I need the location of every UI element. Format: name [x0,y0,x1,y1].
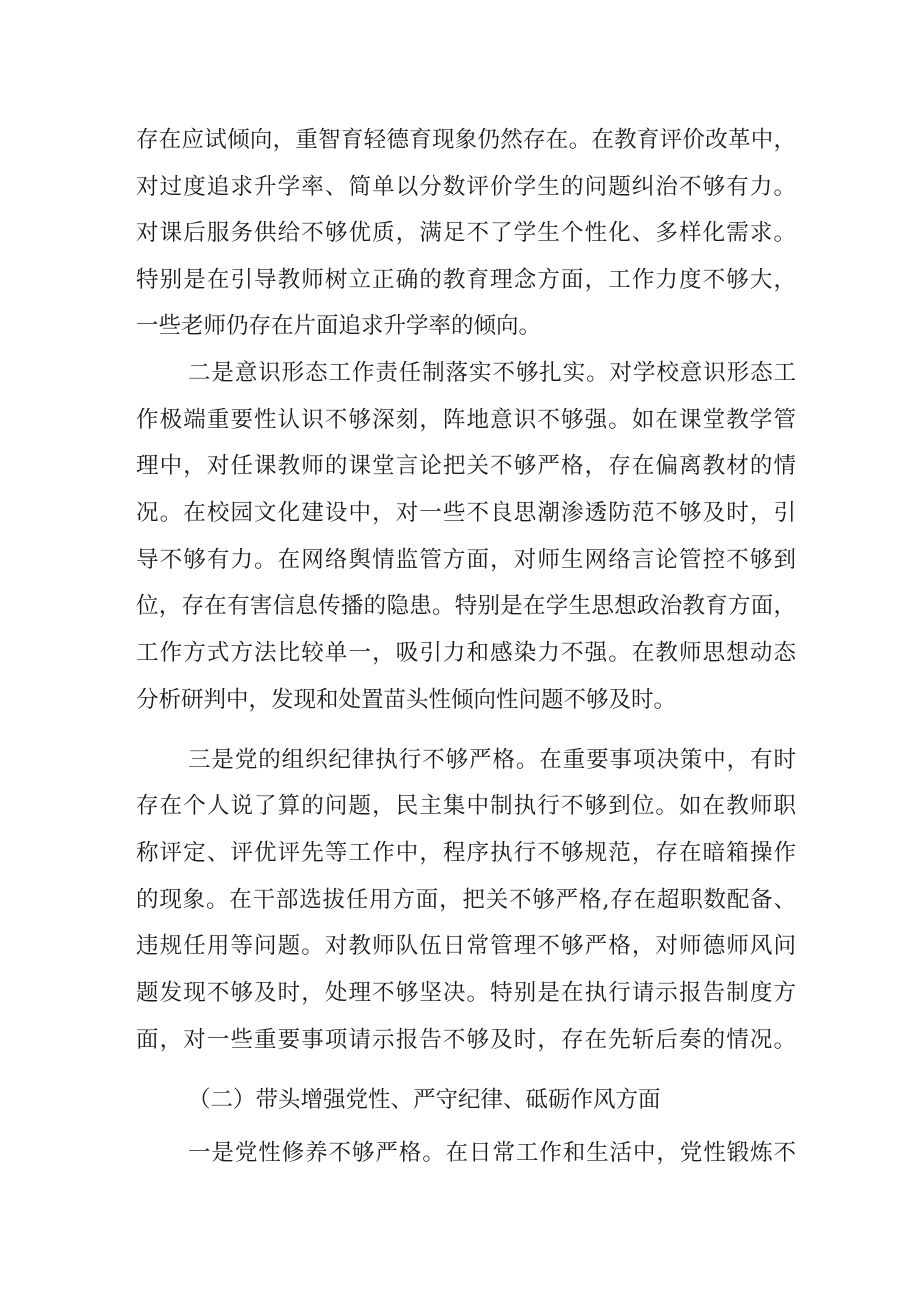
text-line: 题发现不够及时，处理不够坚决。特别是在执行请示报告制度方 [136,980,796,1006]
section-heading: （二）带头增强党性、严守纪律、砥砺作风方面 [188,1087,661,1113]
text-line: 特别是在引导教师树立正确的教育理念方面，工作力度不够大， [136,267,796,293]
paragraph-first-line: 一是党性修养不够严格。在日常工作和生活中，党性锻炼不 [188,1140,796,1166]
text-line: 存在个人说了算的问题，民主集中制执行不够到位。如在教师职 [136,793,796,819]
text-line: 况。在校园文化建设中，对一些不良思潮渗透防范不够及时，引 [136,500,796,526]
text-line: 分析研判中，发现和处置苗头性倾向性问题不够及时。 [136,687,677,713]
text-line: 作极端重要性认识不够深刻，阵地意识不够强。如在课堂教学管 [136,407,796,433]
text-line: 存在应试倾向，重智育轻德育现象仍然存在。在教育评价改革中， [136,127,796,153]
text-line: 对过度追求升学率、简单以分数评价学生的问题纠治不够有力。 [136,174,796,200]
text-line: 一些老师仍存在片面追求升学率的倾向。 [136,313,542,339]
text-line: 理中，对任课教师的课堂言论把关不够严格，存在偏离教材的情 [136,453,796,479]
text-line: 称评定、评优评先等工作中，程序执行不够规范，存在暗箱操作 [136,840,796,866]
text-line: 的现象。在干部选拔任用方面，把关不够严格,存在超职数配备、 [136,887,796,913]
text-line: 位，存在有害信息传播的隐患。特别是在学生思想政治教育方面， [136,593,796,619]
paragraph-first-line: 二是意识形态工作责任制落实不够扎实。对学校意识形态工 [188,360,796,386]
text-line: 违规任用等问题。对教师队伍日常管理不够严格，对师德师风问 [136,933,796,959]
paragraph-first-line: 三是党的组织纪律执行不够严格。在重要事项决策中，有时 [188,747,796,773]
text-line: 导不够有力。在网络舆情监管方面，对师生网络言论管控不够到 [136,547,796,573]
text-line: 面，对一些重要事项请示报告不够及时，存在先斩后奏的情况。 [136,1027,796,1053]
text-line: 对课后服务供给不够优质，满足不了学生个性化、多样化需求。 [136,220,796,246]
text-line: 工作方式方法比较单一，吸引力和感染力不强。在教师思想动态 [136,640,796,666]
